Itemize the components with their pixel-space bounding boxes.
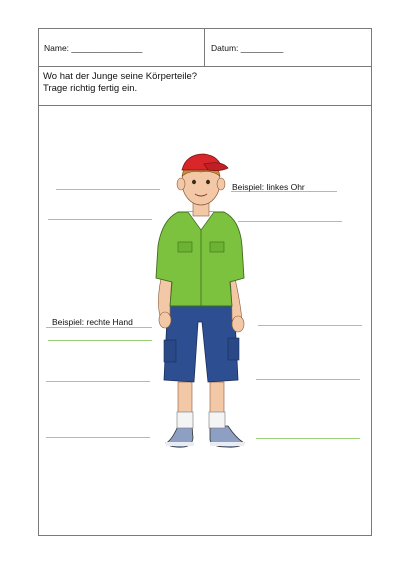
right-hand (159, 312, 171, 328)
left-ear (217, 178, 225, 190)
example-right-hand: Beispiel: rechte Hand (52, 317, 133, 327)
answer-line-right-3[interactable] (258, 325, 362, 326)
task-question: Wo hat der Junge seine Körperteile? (43, 71, 198, 82)
answer-line-left-2[interactable] (48, 219, 152, 220)
task-instructions (39, 67, 371, 106)
name-field[interactable]: Name: _______________ (39, 29, 205, 66)
header-row (39, 29, 371, 67)
answer-line-left-1[interactable] (56, 189, 160, 190)
answer-line-right-4[interactable] (256, 379, 360, 380)
shoes (166, 426, 244, 447)
answer-line-left-6[interactable] (46, 437, 150, 438)
answer-line-left-3[interactable] (46, 327, 152, 328)
right-ear (177, 178, 185, 190)
example-left-ear: Beispiel: linkes Ohr (232, 182, 305, 192)
date-field[interactable]: Datum: _________ (211, 43, 284, 53)
left-hand (232, 316, 244, 332)
answer-line-left-5[interactable] (46, 381, 150, 382)
task-instruction: Trage richtig fertig ein. (43, 83, 138, 94)
answer-line-right-5[interactable] (256, 438, 360, 439)
answer-line-left-4[interactable] (48, 340, 152, 341)
boy-illustration (148, 150, 254, 452)
